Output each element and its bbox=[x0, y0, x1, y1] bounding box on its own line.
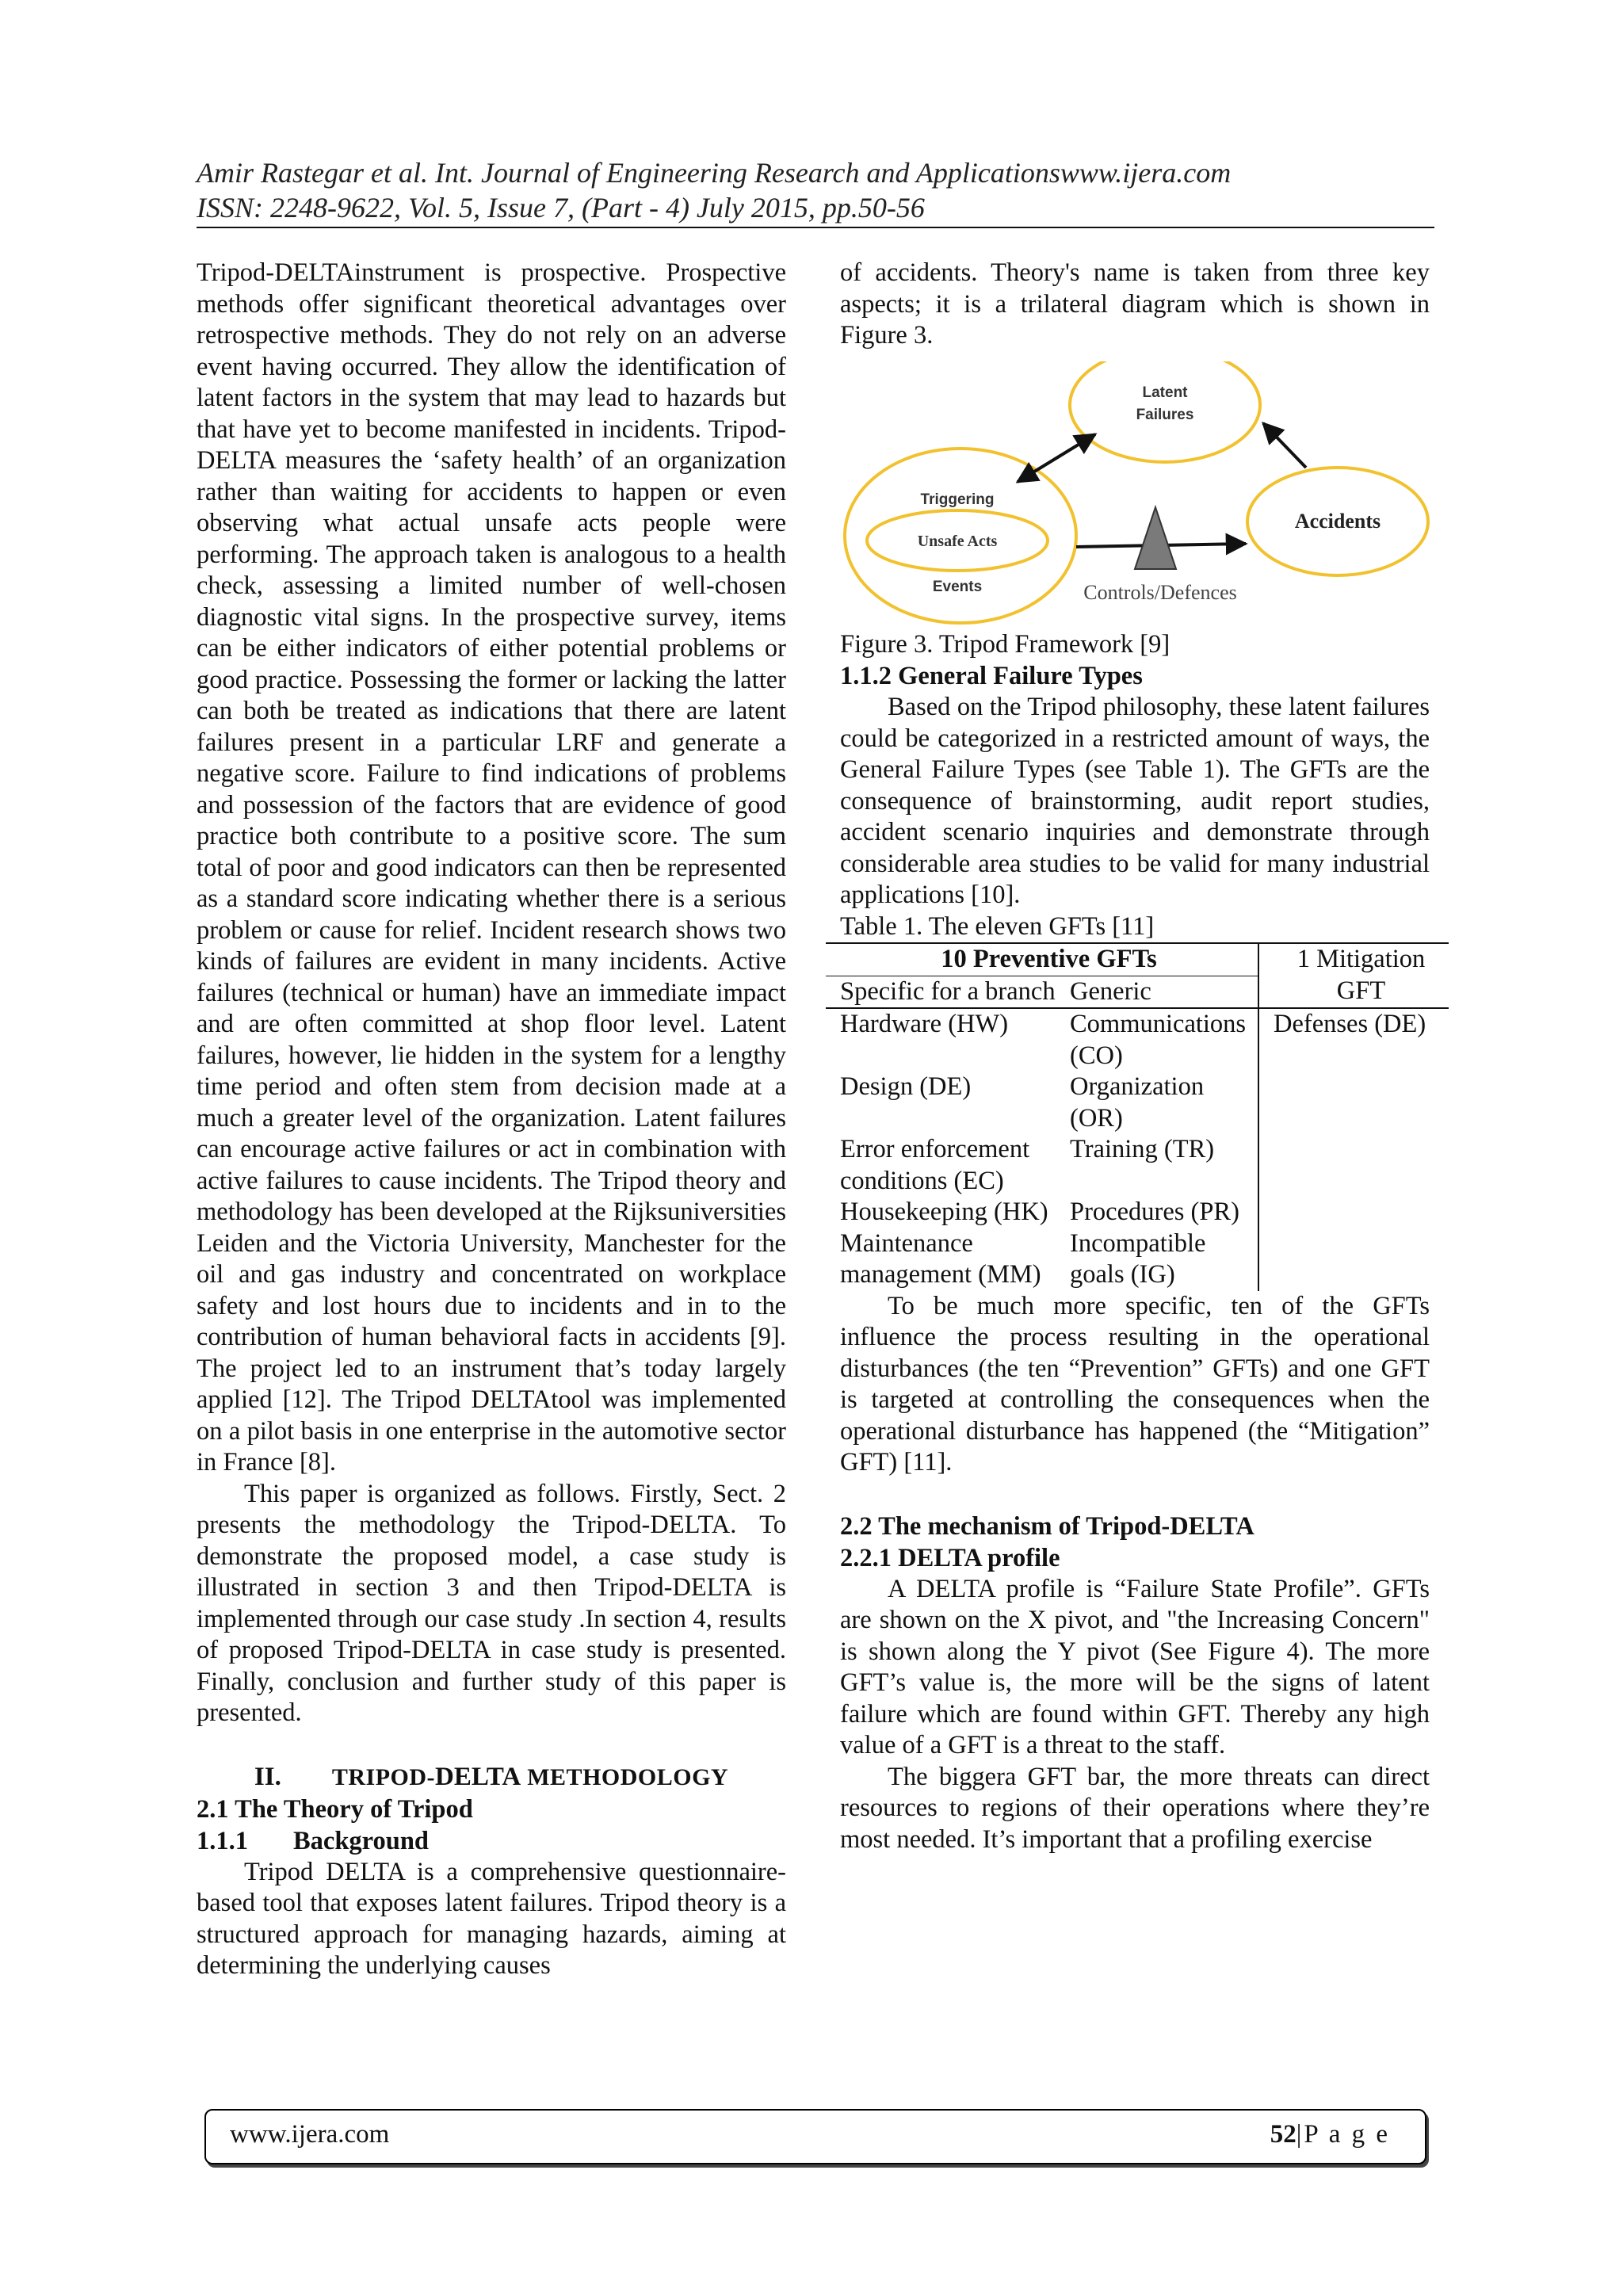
cell-mitigation bbox=[1258, 1134, 1449, 1197]
cell-mitigation bbox=[1258, 1228, 1449, 1291]
gft-table bbox=[826, 942, 1449, 1291]
header-issn-line: ISSN: 2248-9622, Vol. 5, Issue 7, (Part - 4) July 2015, pp.50-56 bbox=[197, 192, 925, 223]
right-paragraph-1: of accidents. Theory's name is taken from three key aspects; it is a trilateral diagram which is shown in Figure 3. bbox=[840, 258, 1430, 350]
right-paragraph-3: To be much more specific, ten of the GFTs influence the process resulting in the operational disturbances (the ten “Prevention” GFTs) and one GFT is targeted at controlling the consequences when the operational disturbance has happened (the “Mitigation” GFT) [11]. bbox=[840, 1291, 1430, 1477]
page-label: |P a g e bbox=[1296, 2120, 1390, 2149]
left-column bbox=[197, 258, 786, 1982]
header-journal-line: Amir Rastegar et al. Int. Journal of Engineering Research and Applicationswww.ijera.com bbox=[197, 157, 1232, 189]
arrow-latent-triggering bbox=[1018, 434, 1095, 482]
cell-generic: Training (TR) bbox=[1056, 1134, 1258, 1197]
cell-specific: Design (DE) bbox=[840, 1072, 972, 1101]
left-paragraph-2: This paper is organized as follows. Firstly, Sect. 2 presents the methodology the Tripod-DELTA. To demonstrate the proposed model, a case study is illustrated in section 3 and then Tripod-DELTA is implemented through our case study .In section 4, results of proposed Tripod-DELTA in case study is presented. Finally, conclusion and further study of this paper is presented. bbox=[197, 1479, 786, 1727]
accidents-label: Accidents bbox=[1294, 509, 1381, 533]
events-label: Events bbox=[932, 578, 983, 595]
triggering-label: Triggering bbox=[920, 491, 995, 508]
cell-generic: Procedures (PR) bbox=[1056, 1197, 1258, 1228]
right-paragraph-5: The biggera GFT bar, the more threats can direct resources to regions of their operations where they’re most needed. It’s important that a profiling exercise bbox=[840, 1762, 1430, 1854]
subheader-specific: Specific for a branch bbox=[826, 976, 1056, 1008]
subsubsection-heading-1-1-2: 1.1.2 General Failure Types bbox=[840, 662, 1143, 690]
cell-specific: Error enforcement conditions (EC) bbox=[840, 1135, 1030, 1195]
cell-mitigation: Defenses (DE) bbox=[1274, 1010, 1426, 1038]
figure-caption: Figure 3. Tripod Framework [9] bbox=[840, 629, 1170, 659]
cell-generic: Incompatible goals (IG) bbox=[1056, 1228, 1258, 1291]
table-row bbox=[826, 1072, 1449, 1134]
cell-specific: Maintenance management (MM) bbox=[840, 1228, 1041, 1289]
subsubsection-title: Background bbox=[293, 1826, 429, 1855]
section-title-part-2: DELTA bbox=[435, 1762, 521, 1791]
left-paragraph-3: Tripod DELTA is a comprehensive questionnaire-based tool that exposes latent failures. Tripod theory is a structured approach for managing hazards, aiming at determining the underlying causes bbox=[197, 1857, 786, 1980]
running-header bbox=[197, 155, 1433, 225]
cell-specific: Housekeeping (HK) bbox=[840, 1198, 1048, 1226]
table-row bbox=[826, 1008, 1449, 1072]
tripod-figure bbox=[840, 361, 1430, 629]
right-paragraph-4: A DELTA profile is “Failure State Profile”. GFTs are shown on the X pivot, and "the Increasing Concern" is shown along the Y pivot (See Figure 4). The more GFT’s value is, the more will be the signs of latent failure which are found within GFT. Thereby any high value of a GFT is a threat to the staff. bbox=[840, 1574, 1430, 1759]
subheader-generic: Generic bbox=[1056, 976, 1258, 1008]
subsection-heading-2-1: 2.1 The Theory of Tripod bbox=[197, 1794, 473, 1824]
footer-website: www.ijera.com bbox=[230, 2120, 390, 2149]
tripod-diagram bbox=[840, 361, 1430, 629]
section-number: II. bbox=[254, 1762, 281, 1791]
right-column bbox=[840, 258, 1430, 1855]
left-paragraph-1: Tripod-DELTAinstrument is prospective. Prospective methods offer significant theoretical advantages over retrospective methods. They do not rely on an adverse event having occurred. They allow the identification of latent factors in the system that may lead to hazards but that have yet to become manifested in incidents. Tripod-DELTA measures the ‘safety health’ of an organization rather than waiting for accidents to happen or even observing what actual unsafe acts people were performing. The approach taken is analogous to a health check, assessing a limited number of well-chosen diagnostic vital signs. In the prospective survey, items can be either indicators of either potential problems or good practice. Possessing the former or lacking the latter can both be treated as indications that there are latent failures present in a particular LRF and generate a negative score. Failure to find indications of problems and possession of the factors that are evidence of good practice both contribute to a positive score. The sum total of poor and good indicators can then be represented as a standard score indicating whether there is a serious problem or cause for relief. Incident research shows two kinds of failures are evident in many incidents. Active failures (technical or human) have an immediate impact and are often committed at shop floor level. Latent failures, however, lie hidden in the system for a lengthy time period and often stem from decision made at a much a greater level of the organization. Latent failures can encourage active failures or act in combination with active failures to cause incidents. The Tripod theory and methodology has been developed at the Rijksuniversities Leiden and the Victoria University, Manchester for the oil and gas industry and concentrated on workplace safety and lost hours due to incidents and in to the contribution of human behavioral facts in accidents [9]. The project led to an instrument that’s today largely applied [12]. The Tripod DELTAtool was implemented on a pilot basis in one enterprise in the automotive sector in France [8]. bbox=[197, 258, 786, 1477]
subsubsection-number: 1.1.1 bbox=[197, 1826, 248, 1855]
unsafe-acts-label: Unsafe Acts bbox=[917, 532, 998, 550]
header-preventive-gfts: 10 Preventive GFTs bbox=[826, 943, 1258, 976]
cell-mitigation bbox=[1258, 1072, 1449, 1134]
section-title-part-1: TRIPOD- bbox=[331, 1763, 436, 1790]
cell-generic: Organization (OR) bbox=[1056, 1072, 1258, 1134]
page-number: 52 bbox=[1270, 2120, 1296, 2149]
footer-bar bbox=[204, 2109, 1426, 2164]
controls-defences-triangle bbox=[1135, 507, 1176, 569]
header-mitigation-gft: 1 Mitigation GFT bbox=[1258, 943, 1449, 1008]
subsubsection-heading-2-2-1: 2.2.1 DELTA profile bbox=[840, 1543, 1060, 1572]
section-heading bbox=[197, 1761, 786, 1794]
cell-specific: Hardware (HW) bbox=[840, 1010, 1009, 1038]
controls-defences-label: Controls/Defences bbox=[1083, 580, 1237, 604]
subsection-heading-2-2: 2.2 The mechanism of Tripod-DELTA bbox=[840, 1511, 1254, 1541]
table-row bbox=[826, 1134, 1449, 1197]
footer-page-number bbox=[1270, 2120, 1390, 2149]
subsubsection-heading-1-1-1 bbox=[197, 1825, 786, 1857]
right-paragraph-2: Based on the Tripod philosophy, these latent failures could be categorized in a restricted amount of ways, the General Failure Types (see Table 1). The GFTs are the consequence of brainstorming, audit report studies, accident scenario inquiries and demonstrate through considerable area studies to be valid for many industrial applications [10]. bbox=[840, 693, 1430, 909]
table-header-row bbox=[826, 943, 1449, 976]
cell-generic: Communications (CO) bbox=[1056, 1008, 1258, 1072]
latent-failures-label-line-1: Latent bbox=[1142, 384, 1188, 401]
table-caption: Table 1. The eleven GFTs [11] bbox=[840, 911, 1155, 941]
table-row bbox=[826, 1228, 1449, 1291]
latent-failures-label-line-2: Failures bbox=[1136, 406, 1194, 423]
cell-mitigation bbox=[1258, 1197, 1449, 1228]
table-row bbox=[826, 1197, 1449, 1228]
header-rule bbox=[197, 227, 1434, 228]
arrow-accidents-latent bbox=[1263, 423, 1306, 468]
section-title-part-3: METHODOLOGY bbox=[521, 1763, 729, 1790]
